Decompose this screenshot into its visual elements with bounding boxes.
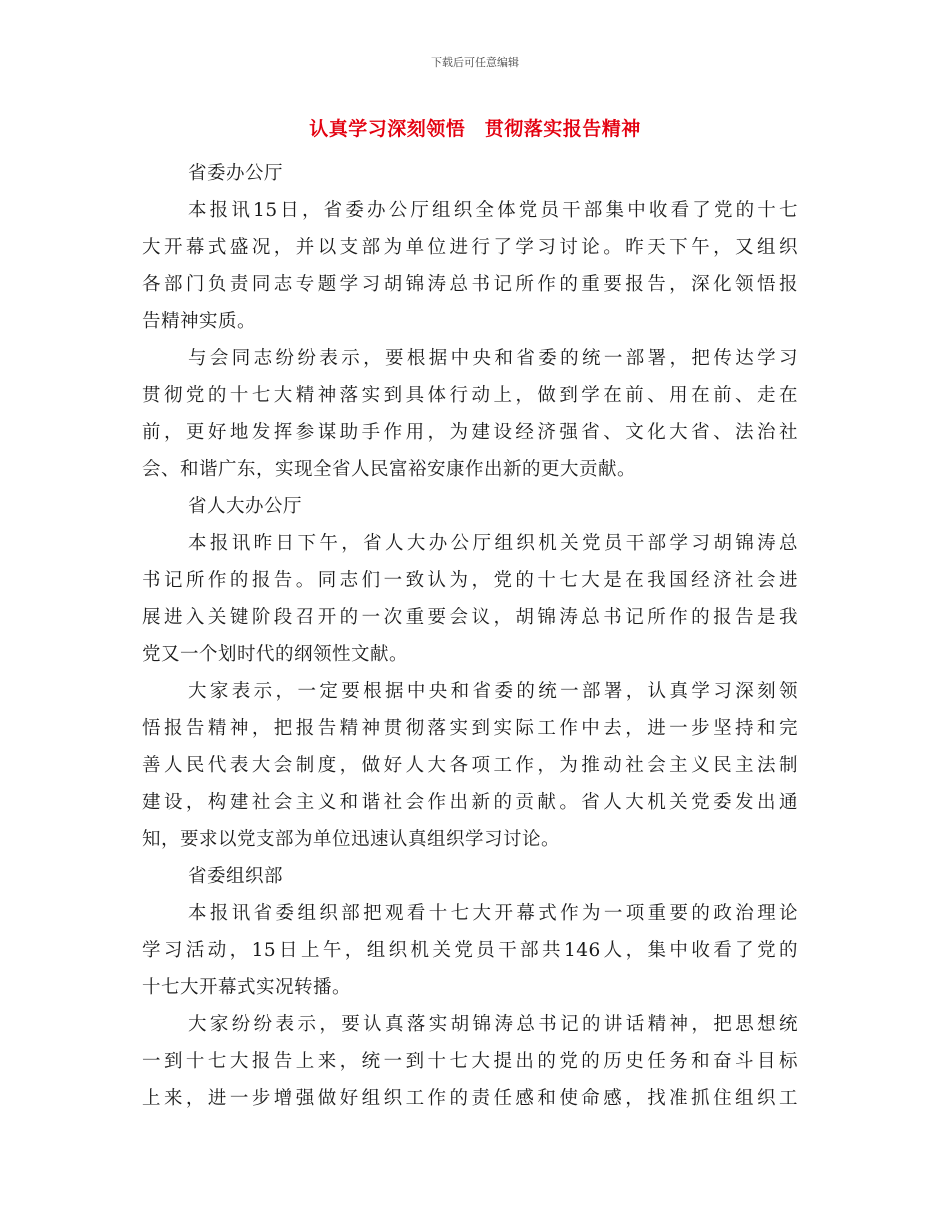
text-line: 本报讯15日，省委办公厅组织全体党员干部集中收看了党的十七	[188, 200, 798, 221]
text-line: 前，更好地发挥参谋助手作用，为建设经济强省、文化大省、法治社	[142, 422, 798, 443]
text-line: 知，要求以党支部为单位迅速认真组织学习讨论。	[142, 829, 561, 850]
text-line: 告精神实质。	[142, 311, 257, 332]
text-line: 一到十七大报告上来，统一到十七大提出的党的历史任务和奋斗目标	[142, 1051, 798, 1072]
document-title: 认真学习深刻领悟 贯彻落实报告精神	[309, 118, 641, 140]
text-line: 本报讯昨日下午，省人大办公厅组织机关党员干部学习胡锦涛总	[188, 533, 798, 554]
document-body	[142, 155, 798, 1117]
text-line: 省委组织部	[188, 866, 284, 887]
text-line: 本报讯省委组织部把观看十七大开幕式作为一项重要的政治理论	[188, 903, 798, 924]
text-line: 大开幕式盛况，并以支部为单位进行了学习讨论。昨天下午，又组织	[142, 237, 798, 258]
text-line: 大家表示，一定要根据中央和省委的统一部署，认真学习深刻领	[188, 681, 798, 702]
text-line: 各部门负责同志专题学习胡锦涛总书记所作的重要报告，深化领悟报	[142, 274, 798, 295]
text-line: 十七大开幕式实况转播。	[142, 977, 352, 998]
text-line: 省人大办公厅	[188, 496, 303, 517]
text-line: 展进入关键阶段召开的一次重要会议，胡锦涛总书记所作的报告是我	[142, 607, 798, 628]
text-line: 与会同志纷纷表示，要根据中央和省委的统一部署，把传达学习	[188, 348, 798, 369]
text-line: 悟报告精神，把报告精神贯彻落实到实际工作中去，进一步坚持和完	[142, 718, 798, 739]
text-line: 上来，进一步增强做好组织工作的责任感和使命感，找准抓住组织工	[142, 1088, 798, 1109]
text-line: 学习活动，15日上午，组织机关党员干部共146人，集中收看了党的	[142, 940, 798, 961]
text-line: 党又一个划时代的纲领性文献。	[142, 644, 409, 665]
header-note: 下载后可任意编辑	[431, 56, 519, 69]
text-line: 善人民代表大会制度，做好人大各项工作，为推动社会主义民主法制	[142, 755, 798, 776]
text-line: 大家纷纷表示，要认真落实胡锦涛总书记的讲话精神，把思想统	[188, 1014, 798, 1035]
text-line: 省委办公厅	[188, 163, 284, 184]
text-line: 书记所作的报告。同志们一致认为，党的十七大是在我国经济社会进	[142, 570, 798, 591]
text-line: 会、和谐广东，实现全省人民富裕安康作出新的更大贡献。	[142, 459, 637, 480]
text-line: 建设，构建社会主义和谐社会作出新的贡献。省人大机关党委发出通	[142, 792, 798, 813]
text-line: 贯彻党的十七大精神落实到具体行动上，做到学在前、用在前、走在	[142, 385, 798, 406]
